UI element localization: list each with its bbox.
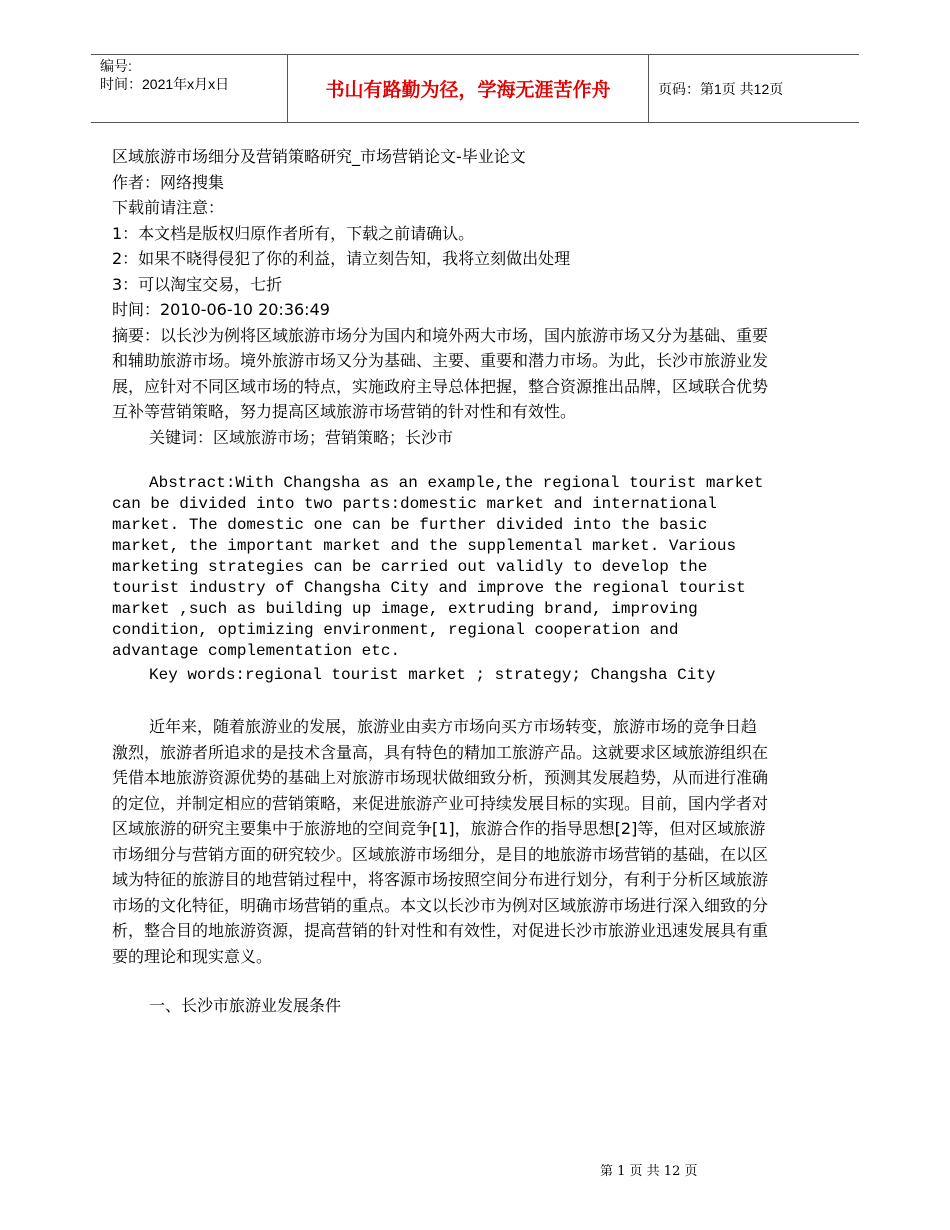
section-heading: 一、长沙市旅游业发展条件 [149,996,342,1015]
notice-item: 1：本文档是版权归原作者所有，下载之前请确认。 [112,223,475,243]
time-label: 时间：2021年x月x日 [100,76,230,92]
document-body [112,144,772,1019]
abstract-en: Abstract:With Changsha as an example,the regional tourist market can be divided into two parts:domestic market and international market. The domestic one can be further divided into the basic market, the important market and the supplemental market. Various marketing strategies can be carried out validly to develop the tourist industry of Changsha City and improve the regional tourist market ,such as building up image, extruding brand, improving condition, optimizing environment, regional cooperation and advantage complementation etc. [112,474,764,660]
notice-item: 2：如果不晓得侵犯了你的利益，请立刻告知，我将立刻做出处理 [112,249,571,268]
keywords-cn: 关键词：区域旅游市场；营销策略；长沙市 [149,427,454,447]
header-motto: 书山有路勤为径，学海无涯苦作舟 [287,55,649,122]
doc-author: 作者：网络搜集 [112,172,225,192]
abstract-cn: 摘要：以长沙为例将区域旅游市场分为国内和境外两大市场，国内旅游市场又分为基础、重要和辅助旅游市场。境外旅游市场又分为基础、主要、重要和潜力市场。为此，长沙市旅游业发展，应针对不同区域市场的特点，实施政府主导总体把握，整合资源推出品牌，区域联合优势互补等营销策略，努力提高区域旅游市场营销的针对性和有效性。 [112,325,769,421]
header-page-label: 页码：第1页 共12页 [658,80,784,97]
notice-heading: 下载前请注意： [112,198,225,217]
doc-title: 区域旅游市场细分及营销策略研究_市场营销论文-毕业论文 [112,147,526,166]
doc-timestamp: 时间：2010-06-10 20:36:49 [112,300,330,319]
intro-paragraph: 近年来，随着旅游业的发展，旅游业由卖方市场向买方市场转变，旅游市场的竞争日趋激烈，旅游者所追求的是技术含量高，具有特色的精加工旅游产品。这就要求区域旅游组织在凭借本地旅游资源优势的基础上对旅游市场现状做细致分析，预测其发展趋势，从而进行准确的定位，并制定相应的营销策略，来促进旅游产业可持续发展目标的实现。目前，国内学者对区域旅游的研究主要集中于旅游地的空间竞争[1]，旅游合作的指导思想[2]等，但对区域旅游市场细分与营销方面的研究较少。区域旅游市场细分，是目的地旅游市场营销的基础，在以区域为特征的旅游目的地营销过程中，将客源市场按照空间分布进行划分，有利于分析区域旅游市场的文化特征，明确市场营销的重点。本文以长沙市为例对区域旅游市场进行深入细致的分析，整合目的地旅游资源，提高营销的针对性和有效性，对促进长沙市旅游业迅速发展具有重要的理论和现实意义。 [112,717,769,966]
keywords-en: Key words:regional tourist market ; strategy; Changsha City [149,666,716,684]
serial-label: 编号: [100,58,132,74]
notice-item: 3：可以淘宝交易，七折 [112,274,283,294]
header-info-cell [91,55,287,122]
footer-page-number: 第 1 页 共 12 页 [600,1164,698,1179]
page-header [91,54,859,123]
